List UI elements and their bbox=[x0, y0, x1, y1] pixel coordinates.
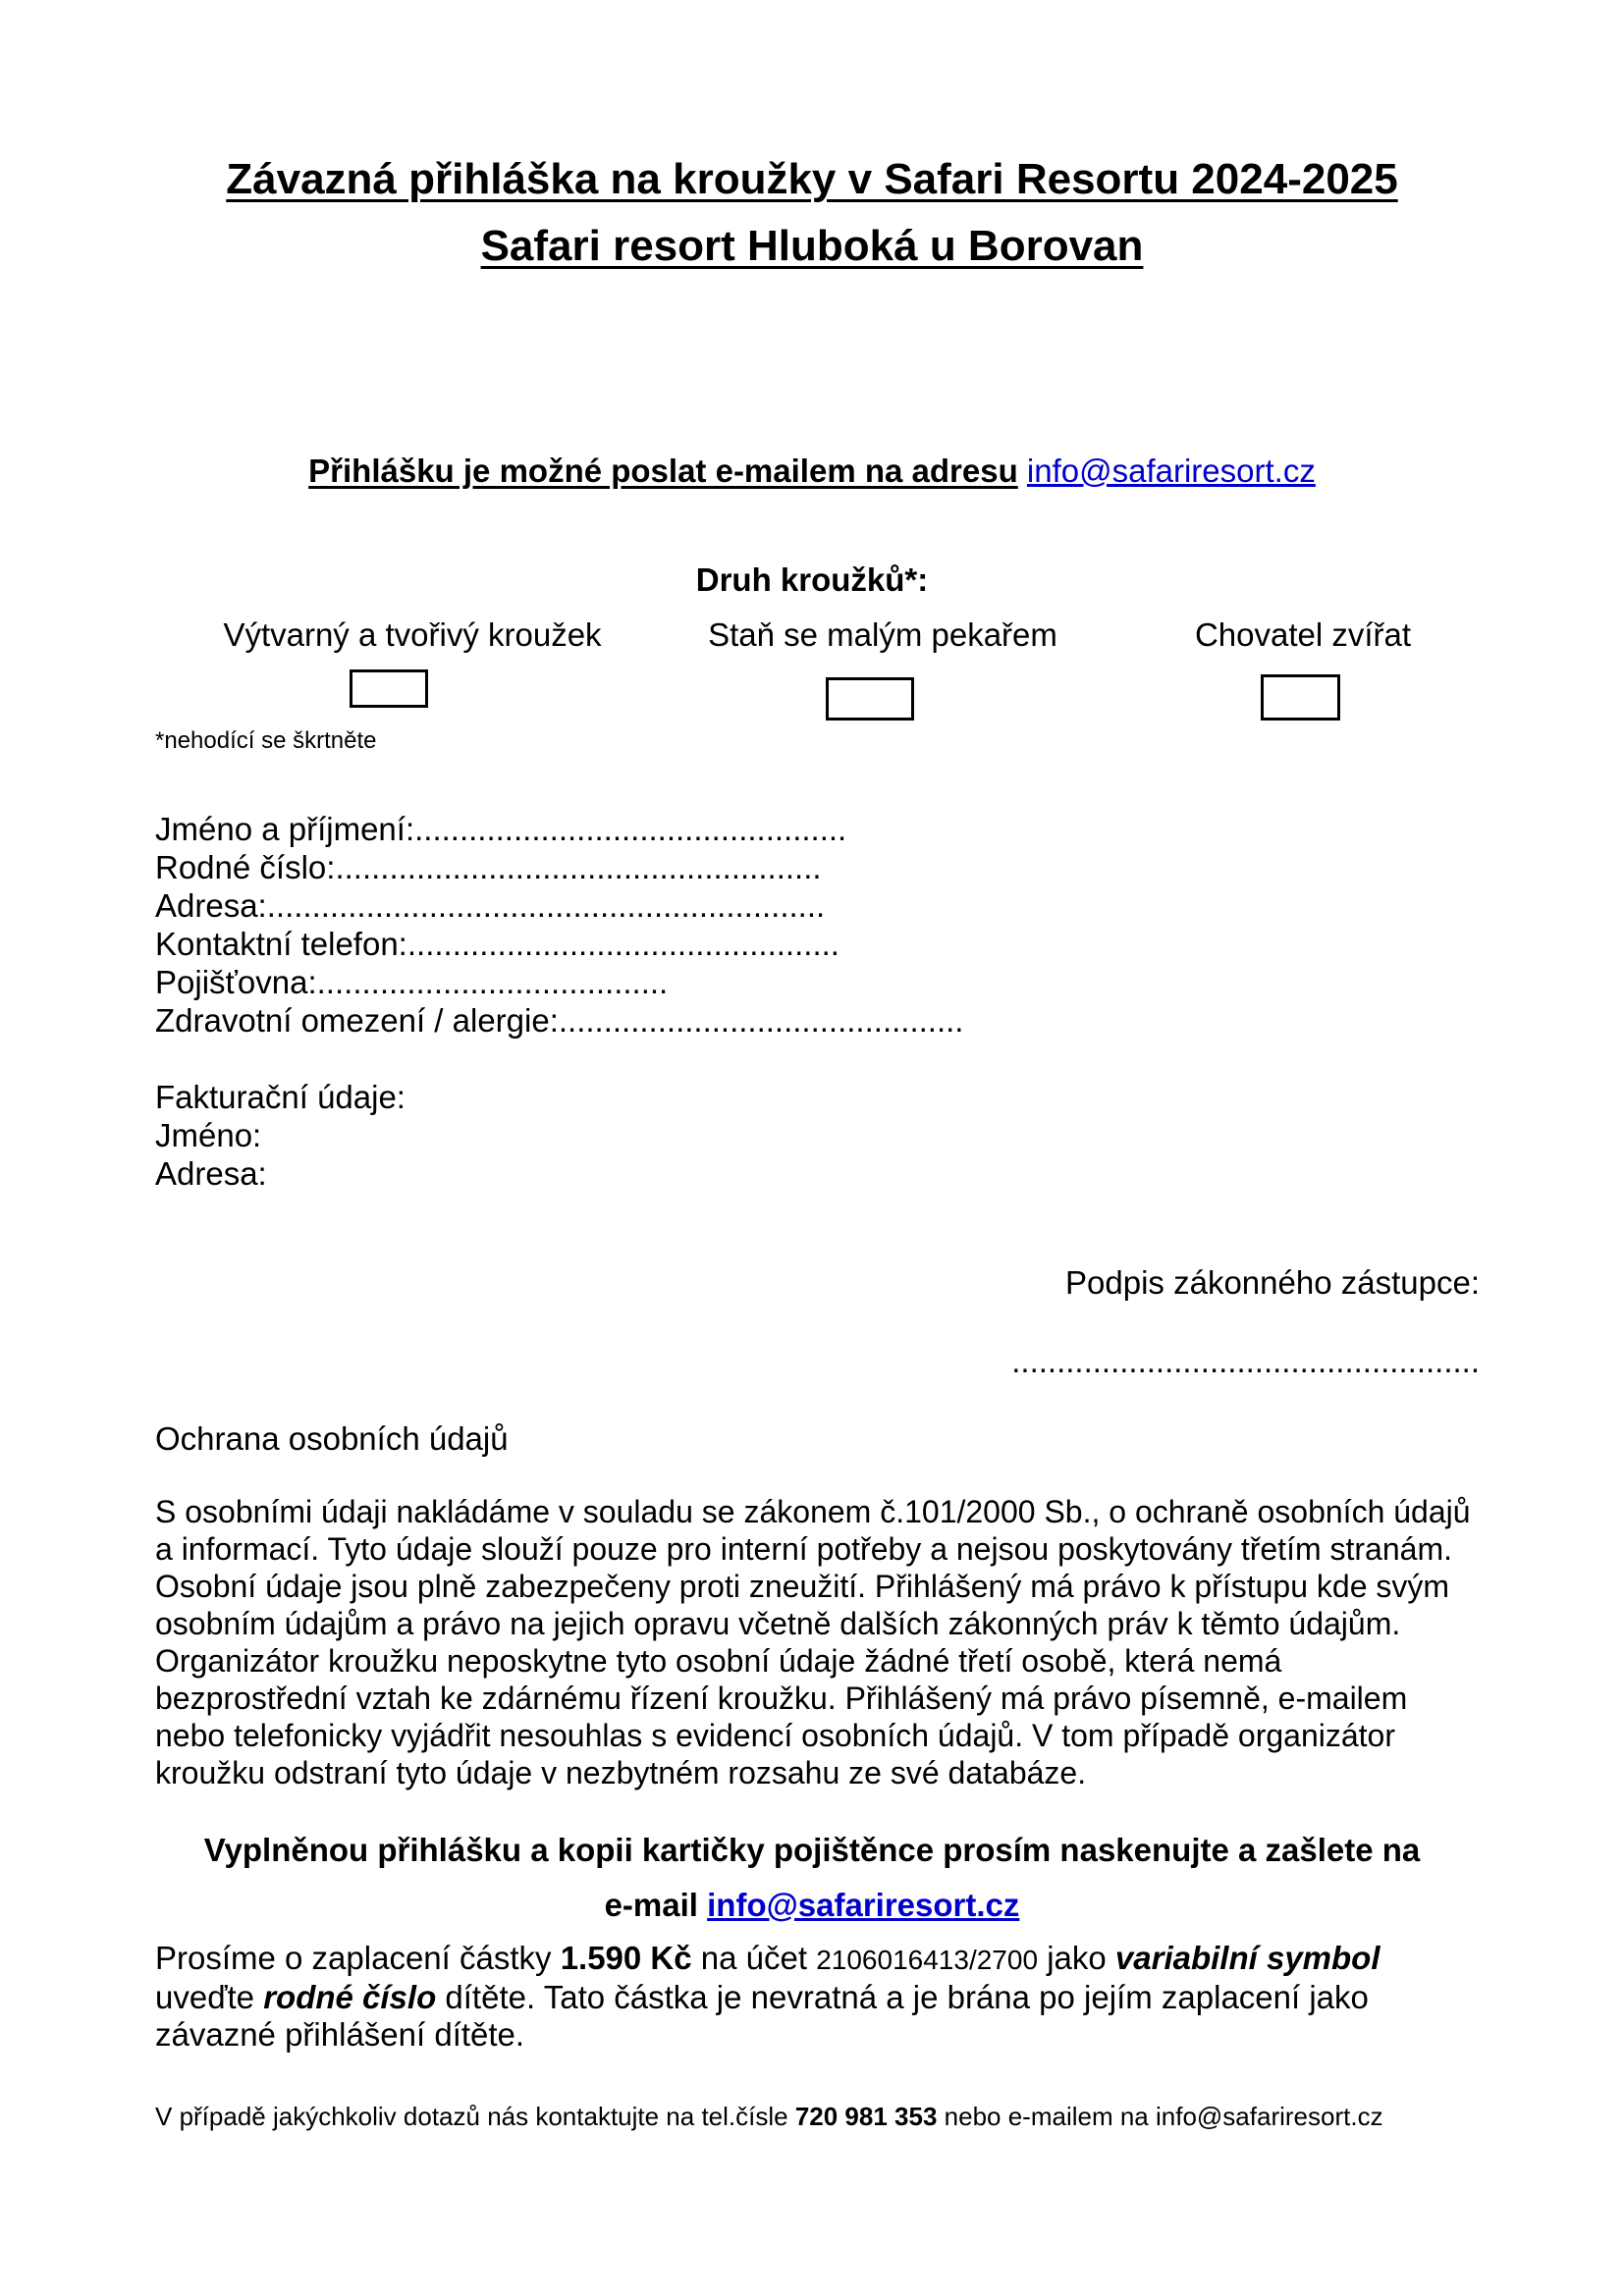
payment-account-number: 2106016413/2700 bbox=[816, 1945, 1039, 1975]
field-full-name[interactable] bbox=[155, 810, 846, 848]
send-info-text: Přihlášku je možné poslat e-mailem na adresu bbox=[308, 453, 1018, 489]
contact-text-part: V případě jakýchkoliv dotazů nás kontaktujte na tel.čísle bbox=[155, 2102, 788, 2131]
field-label: Zdravotní omezení / alergie: bbox=[155, 1002, 559, 1039]
page-title: Závazná přihláška na kroužky v Safari Resortu 2024-2025 bbox=[226, 155, 1398, 203]
field-insurance[interactable] bbox=[155, 963, 668, 1001]
club-option-art-label: Výtvarný a tvořivý kroužek bbox=[223, 616, 602, 653]
footnote: *nehodící se škrtněte bbox=[155, 727, 377, 754]
payment-text-part: Prosíme o zaplacení částky bbox=[155, 1940, 552, 1976]
payment-text-part: na účet bbox=[700, 1940, 808, 1976]
page-subtitle: Safari resort Hluboká u Borovan bbox=[480, 222, 1144, 270]
field-dots: ............................................. bbox=[558, 1002, 964, 1039]
field-dots: ....................................... bbox=[316, 964, 669, 1000]
payment-amount: 1.590 Kč bbox=[560, 1940, 692, 1976]
signature-label: Podpis zákonného zástupce: bbox=[1065, 1264, 1480, 1301]
club-option-animals-label: Chovatel zvířat bbox=[1194, 616, 1412, 653]
club-option-art-checkbox[interactable] bbox=[350, 669, 428, 708]
payment-variable-symbol: variabilní symbol bbox=[1114, 1940, 1380, 1976]
billing-address-label[interactable]: Adresa: bbox=[155, 1155, 267, 1192]
field-label: Rodné číslo: bbox=[155, 849, 336, 885]
field-label: Adresa: bbox=[155, 887, 267, 924]
submit-info-line2 bbox=[0, 1887, 1624, 1924]
club-option-baker-checkbox[interactable] bbox=[826, 677, 914, 721]
billing-name-label[interactable]: Jméno: bbox=[155, 1117, 262, 1153]
submit-info-prefix: e-mail bbox=[604, 1887, 698, 1923]
payment-text-part: jako bbox=[1047, 1940, 1107, 1976]
club-option-animals-checkbox[interactable] bbox=[1261, 674, 1340, 721]
privacy-heading: Ochrana osobních údajů bbox=[155, 1420, 509, 1457]
payment-text-part: uveďte bbox=[155, 1979, 255, 2015]
field-label: Pojišťovna: bbox=[155, 964, 317, 1000]
club-types-heading: Druh kroužků*: bbox=[695, 561, 929, 598]
field-health-restrictions[interactable] bbox=[155, 1001, 963, 1040]
contact-text-part: nebo e-mailem na info@safariresort.cz bbox=[944, 2102, 1383, 2131]
field-address[interactable] bbox=[155, 886, 825, 925]
payment-text-part: dítěte. Tato částka je nevratná a je brána po jejím zaplacení jako závazné přihlášení dítěte. bbox=[155, 1979, 1369, 2053]
submit-info-line1: Vyplněnou přihlášku a kopii kartičky pojištěnce prosím naskenujte a zašlete na bbox=[203, 1832, 1421, 1868]
send-info-email-link[interactable]: info@safariresort.cz bbox=[1026, 453, 1316, 489]
submit-info-email-link[interactable]: info@safariresort.cz bbox=[707, 1887, 1020, 1923]
field-dots: .............................................................. bbox=[266, 887, 826, 924]
signature-line[interactable]: .................................................... bbox=[1011, 1343, 1480, 1379]
field-dots: ...................................................... bbox=[335, 849, 822, 885]
field-dots: ................................................ bbox=[406, 926, 839, 962]
payment-text bbox=[155, 1940, 1481, 2054]
privacy-text: S osobními údaji nakládáme v souladu se zákonem č.101/2000 Sb., o ochraně osobních údajů a informací. Tyto údaje slouží pouze pro interní potřeby a nejsou poskytovány třetím stranám. Osobní údaje jsou plně zabezpečeny proti zneužití. Přihlášený má právo k přístupu kde svým osobním údajům a právo na jejich opravu včetně dalších zákonných práv k těmto údajům. Organizátor kroužku neposkytne tyto osobní údaje žádné třetí osobě, která nemá bezprostřední vztah ke zdárnému řízení kroužku. Přihlášený má právo písemně, e-mailem nebo telefonicky vyjádřit nesouhlas s evidencí osobních údajů. V tom případě organizátor kroužku odstraní tyto údaje v nezbytném rozsahu ze své databáze. bbox=[155, 1494, 1471, 1790]
field-birth-number[interactable] bbox=[155, 848, 822, 886]
club-option-baker-label: Staň se malým pekařem bbox=[708, 616, 1057, 653]
payment-birth-number: rodné číslo bbox=[263, 1979, 437, 2015]
contact-phone: 720 981 353 bbox=[794, 2102, 938, 2131]
billing-heading: Fakturační údaje: bbox=[155, 1079, 406, 1115]
field-phone[interactable] bbox=[155, 925, 839, 963]
field-label: Jméno a příjmení: bbox=[155, 811, 415, 847]
contact-line bbox=[155, 2102, 1383, 2132]
field-dots: ................................................ bbox=[414, 811, 847, 847]
field-label: Kontaktní telefon: bbox=[155, 926, 407, 962]
send-info-line bbox=[0, 453, 1624, 490]
